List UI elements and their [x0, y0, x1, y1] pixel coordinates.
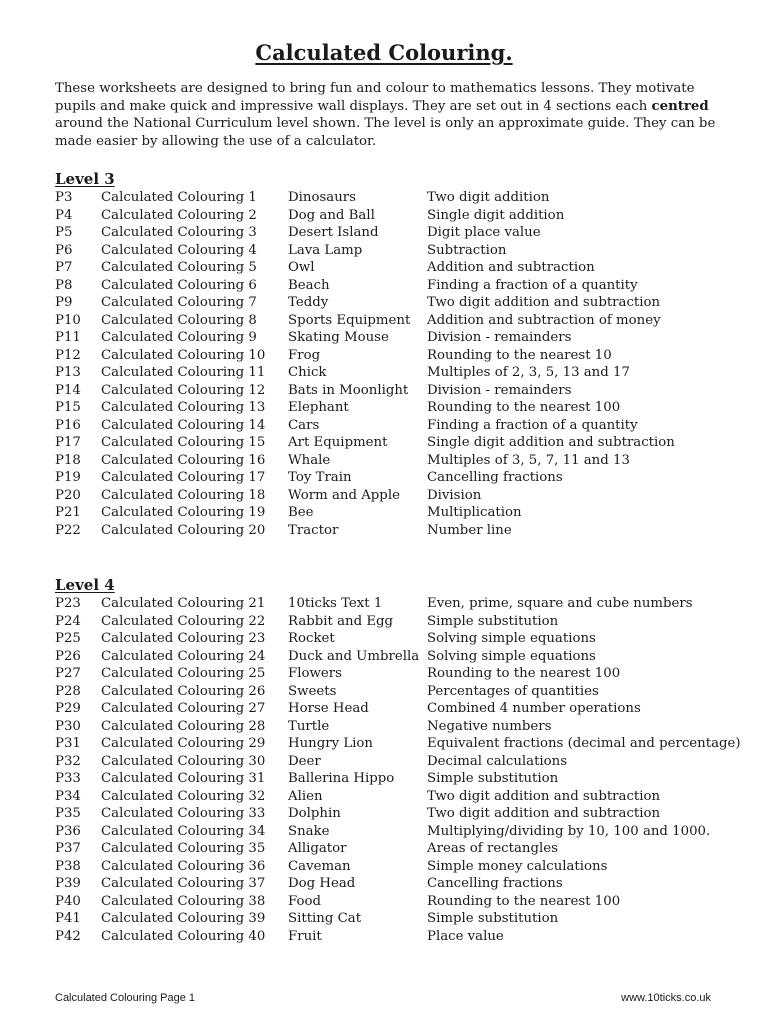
page-number: P29 [55, 701, 81, 716]
list-item [55, 823, 745, 841]
worksheet-name: Calculated Colouring 25 [101, 666, 266, 681]
list-item [55, 277, 745, 295]
list-item [55, 522, 745, 540]
worksheet-name: Calculated Colouring 23 [101, 631, 266, 646]
list-item [55, 788, 745, 806]
worksheet-name: Calculated Colouring 14 [101, 417, 266, 433]
worksheet-name: Calculated Colouring 19 [101, 505, 266, 520]
page-number: P22 [55, 522, 81, 538]
list-item [55, 364, 745, 382]
worksheet-title: Dolphin [288, 806, 341, 821]
list-item [55, 242, 745, 260]
worksheet-name: Calculated Colouring 30 [101, 753, 266, 769]
worksheet-topic: Simple substitution [427, 911, 559, 926]
worksheet-title: Hungry Lion [288, 736, 373, 751]
list-item [55, 487, 745, 505]
worksheet-topic: Percentages of quantities [427, 683, 599, 699]
worksheet-name: Calculated Colouring 26 [101, 683, 266, 699]
worksheet-name: Calculated Colouring 13 [101, 400, 266, 415]
page-number: P32 [55, 753, 81, 769]
worksheet-name: Calculated Colouring 21 [101, 596, 266, 611]
worksheet-title: Cars [288, 417, 320, 433]
worksheet-topic: Negative numbers [427, 718, 552, 734]
worksheet-name: Calculated Colouring 20 [101, 522, 266, 538]
worksheet-name: Calculated Colouring 32 [101, 788, 266, 804]
worksheet-title: Rocket [288, 631, 335, 646]
page-number: P42 [55, 928, 81, 944]
worksheet-topic: Solving simple equations [427, 648, 596, 664]
worksheet-title: Dog Head [288, 876, 356, 891]
worksheet-topic: Digit place value [427, 225, 541, 240]
page-number: P39 [55, 876, 81, 891]
page-number: P19 [55, 470, 81, 485]
worksheet-topic: Simple money calculations [427, 858, 608, 874]
list-item [55, 840, 745, 858]
worksheet-name: Calculated Colouring 40 [101, 928, 266, 944]
worksheet-name: Calculated Colouring 37 [101, 876, 266, 891]
list-item [55, 417, 745, 435]
list-item [55, 259, 745, 277]
page-number: P3 [55, 190, 73, 205]
list-item [55, 189, 745, 207]
page-number: P11 [55, 330, 81, 345]
worksheet-list-level-3 [55, 189, 745, 539]
page-number: P34 [55, 788, 81, 804]
worksheet-name: Calculated Colouring 36 [101, 858, 266, 874]
list-item [55, 595, 745, 613]
worksheet-title: Deer [288, 753, 321, 769]
list-item [55, 504, 745, 522]
list-item [55, 382, 745, 400]
worksheet-name: Calculated Colouring 8 [101, 312, 257, 328]
worksheet-topic: Finding a fraction of a quantity [427, 277, 638, 293]
worksheet-title: Whale [288, 452, 331, 468]
page-number: P26 [55, 648, 81, 664]
worksheet-topic: Areas of rectangles [427, 841, 558, 856]
list-item [55, 434, 745, 452]
footer-website: www.10ticks.co.uk [621, 992, 711, 1004]
worksheet-name: Calculated Colouring 29 [101, 736, 266, 751]
worksheet-name: Calculated Colouring 5 [101, 260, 257, 275]
worksheet-name: Calculated Colouring 18 [101, 487, 266, 503]
worksheet-title: Horse Head [288, 701, 369, 716]
page-number: P7 [55, 260, 73, 275]
list-item [55, 928, 745, 946]
worksheet-topic: Single digit addition [427, 207, 565, 223]
worksheet-topic: Decimal calculations [427, 753, 568, 769]
page-number: P36 [55, 823, 81, 839]
worksheet-name: Calculated Colouring 15 [101, 435, 266, 450]
worksheet-title: Dinosaurs [288, 190, 356, 205]
worksheet-title: Food [288, 893, 322, 909]
list-item [55, 683, 745, 701]
worksheet-title: Caveman [288, 858, 351, 874]
worksheet-name: Calculated Colouring 6 [101, 277, 257, 293]
worksheet-name: Calculated Colouring 12 [101, 382, 266, 398]
intro-text-end: around the National Curriculum level shown. The level is only an approximate guide. They can be made easier by allowing the use of a calculator. [55, 116, 716, 150]
worksheet-title: Flowers [288, 666, 342, 681]
page-number: P27 [55, 666, 81, 681]
worksheet-title: Lava Lamp [288, 242, 363, 258]
list-item [55, 875, 745, 893]
worksheet-title: Ballerina Hippo [288, 771, 395, 786]
page-number: P8 [55, 277, 73, 293]
worksheet-topic: Division [427, 487, 482, 503]
worksheet-topic: Two digit addition [427, 190, 550, 205]
page-number: P15 [55, 400, 81, 415]
list-item [55, 224, 745, 242]
worksheet-topic: Solving simple equations [427, 631, 596, 646]
worksheet-title: Owl [288, 260, 315, 275]
list-item [55, 329, 745, 347]
worksheet-topic: Rounding to the nearest 100 [427, 666, 621, 681]
worksheet-title: Toy Train [288, 470, 352, 485]
page-number: P21 [55, 505, 81, 520]
page-number: P40 [55, 893, 81, 909]
worksheet-name: Calculated Colouring 17 [101, 470, 266, 485]
worksheet-title: Desert Island [288, 225, 379, 240]
list-item [55, 735, 745, 753]
list-item [55, 312, 745, 330]
page-number: P25 [55, 631, 81, 646]
worksheet-topic: Two digit addition and subtraction [427, 295, 661, 310]
worksheet-title: Alligator [288, 841, 347, 856]
worksheet-topic: Single digit addition and subtraction [427, 435, 675, 450]
page-number: P12 [55, 347, 81, 363]
list-item [55, 770, 745, 788]
worksheet-topic: Multiples of 2, 3, 5, 13 and 17 [427, 365, 630, 380]
worksheet-name: Calculated Colouring 24 [101, 648, 266, 664]
worksheet-name: Calculated Colouring 28 [101, 718, 266, 734]
worksheet-name: Calculated Colouring 35 [101, 841, 266, 856]
page-number: P35 [55, 806, 81, 821]
worksheet-topic: Combined 4 number operations [427, 701, 641, 716]
worksheet-name: Calculated Colouring 4 [101, 242, 257, 258]
list-item [55, 665, 745, 683]
worksheet-name: Calculated Colouring 9 [101, 330, 257, 345]
worksheet-title: Sports Equipment [288, 312, 411, 328]
worksheet-title: Turtle [288, 718, 330, 734]
worksheet-topic: Finding a fraction of a quantity [427, 417, 638, 433]
worksheet-title: Tractor [288, 522, 339, 538]
worksheet-title: Snake [288, 823, 330, 839]
page-number: P38 [55, 858, 81, 874]
page-number: P30 [55, 718, 81, 734]
page-number: P23 [55, 596, 81, 611]
page-number: P37 [55, 841, 81, 856]
page-number: P18 [55, 452, 81, 468]
page-number: P33 [55, 771, 81, 786]
worksheet-title: Rabbit and Egg [288, 613, 394, 629]
worksheet-title: 10ticks Text 1 [288, 596, 383, 611]
worksheet-topic: Addition and subtraction of money [427, 312, 661, 328]
page-number: P41 [55, 911, 81, 926]
worksheet-title: Duck and Umbrella [288, 648, 420, 664]
worksheet-name: Calculated Colouring 11 [101, 365, 266, 380]
worksheet-topic: Number line [427, 522, 512, 538]
page-number: P14 [55, 382, 81, 398]
worksheet-topic: Simple substitution [427, 613, 559, 629]
worksheet-topic: Cancelling fractions [427, 470, 563, 485]
worksheet-title: Sitting Cat [288, 911, 362, 926]
worksheet-topic: Equivalent fractions (decimal and percentage) [427, 736, 741, 751]
worksheet-title: Skating Mouse [288, 330, 389, 345]
section-heading-level-3: Level 3 [55, 170, 115, 188]
list-item [55, 805, 745, 823]
page-number: P4 [55, 207, 73, 223]
list-item [55, 753, 745, 771]
worksheet-name: Calculated Colouring 22 [101, 613, 266, 629]
worksheet-title: Fruit [288, 928, 322, 944]
section-heading-level-4: Level 4 [55, 576, 115, 594]
worksheet-name: Calculated Colouring 33 [101, 806, 266, 821]
page-number: P16 [55, 417, 81, 433]
page-number: P31 [55, 736, 81, 751]
list-item [55, 207, 745, 225]
worksheet-topic: Rounding to the nearest 100 [427, 400, 621, 415]
worksheet-list-level-4 [55, 595, 745, 945]
worksheet-title: Art Equipment [288, 435, 388, 450]
worksheet-title: Frog [288, 347, 321, 363]
list-item [55, 648, 745, 666]
list-item [55, 399, 745, 417]
worksheet-name: Calculated Colouring 16 [101, 452, 266, 468]
worksheet-name: Calculated Colouring 39 [101, 911, 266, 926]
worksheet-title: Bee [288, 505, 314, 520]
list-item [55, 294, 745, 312]
page-number: P9 [55, 295, 73, 310]
worksheet-title: Worm and Apple [288, 487, 400, 503]
page-title: Calculated Colouring. [255, 40, 513, 65]
worksheet-name: Calculated Colouring 10 [101, 347, 266, 363]
worksheet-name: Calculated Colouring 34 [101, 823, 266, 839]
page-number: P13 [55, 365, 81, 380]
list-item [55, 893, 745, 911]
worksheet-topic: Division - remainders [427, 330, 572, 345]
page-number: P28 [55, 683, 81, 699]
worksheet-title: Alien [288, 788, 323, 804]
worksheet-topic: Multiplying/dividing by 10, 100 and 1000. [427, 823, 711, 839]
intro-text-bold: centred [651, 98, 709, 114]
worksheet-topic: Rounding to the nearest 10 [427, 347, 612, 363]
worksheet-topic: Even, prime, square and cube numbers [427, 596, 693, 611]
list-item [55, 858, 745, 876]
list-item [55, 700, 745, 718]
worksheet-topic: Multiples of 3, 5, 7, 11 and 13 [427, 452, 630, 468]
worksheet-topic: Division - remainders [427, 382, 572, 398]
worksheet-topic: Cancelling fractions [427, 876, 563, 891]
worksheet-topic: Two digit addition and subtraction [427, 788, 661, 804]
worksheet-topic: Subtraction [427, 242, 507, 258]
worksheet-topic: Rounding to the nearest 100 [427, 893, 621, 909]
worksheet-name: Calculated Colouring 3 [101, 225, 257, 240]
worksheet-topic: Two digit addition and subtraction [427, 806, 661, 821]
list-item [55, 718, 745, 736]
list-item [55, 347, 745, 365]
worksheet-title: Bats in Moonlight [288, 382, 409, 398]
worksheet-name: Calculated Colouring 1 [101, 190, 257, 205]
intro-text-start: These worksheets are designed to bring fun and colour to mathematics lessons. They motivate pupils and make quick and impressive wall displays. They are set out in 4 sections each [55, 81, 695, 114]
list-item [55, 452, 745, 470]
intro-paragraph [55, 80, 720, 151]
list-item [55, 630, 745, 648]
worksheet-title: Elephant [288, 400, 349, 415]
list-item [55, 613, 745, 631]
worksheet-title: Chick [288, 365, 327, 380]
page-number: P24 [55, 613, 81, 629]
list-item [55, 469, 745, 487]
worksheet-name: Calculated Colouring 31 [101, 771, 266, 786]
worksheet-name: Calculated Colouring 2 [101, 207, 257, 223]
worksheet-topic: Multiplication [427, 505, 522, 520]
list-item [55, 910, 745, 928]
footer-page-label: Calculated Colouring Page 1 [55, 992, 196, 1004]
worksheet-topic: Simple substitution [427, 771, 559, 786]
page-number: P6 [55, 242, 73, 258]
worksheet-name: Calculated Colouring 27 [101, 701, 266, 716]
page-number: P5 [55, 225, 73, 240]
worksheet-name: Calculated Colouring 38 [101, 893, 266, 909]
worksheet-topic: Place value [427, 928, 504, 944]
page-number: P17 [55, 435, 81, 450]
page-number: P20 [55, 487, 81, 503]
worksheet-title: Beach [288, 277, 330, 293]
worksheet-topic: Addition and subtraction [427, 260, 595, 275]
worksheet-title: Dog and Ball [288, 207, 375, 223]
worksheet-title: Sweets [288, 683, 337, 699]
worksheet-title: Teddy [288, 295, 329, 310]
worksheet-name: Calculated Colouring 7 [101, 295, 257, 310]
page-number: P10 [55, 312, 81, 328]
